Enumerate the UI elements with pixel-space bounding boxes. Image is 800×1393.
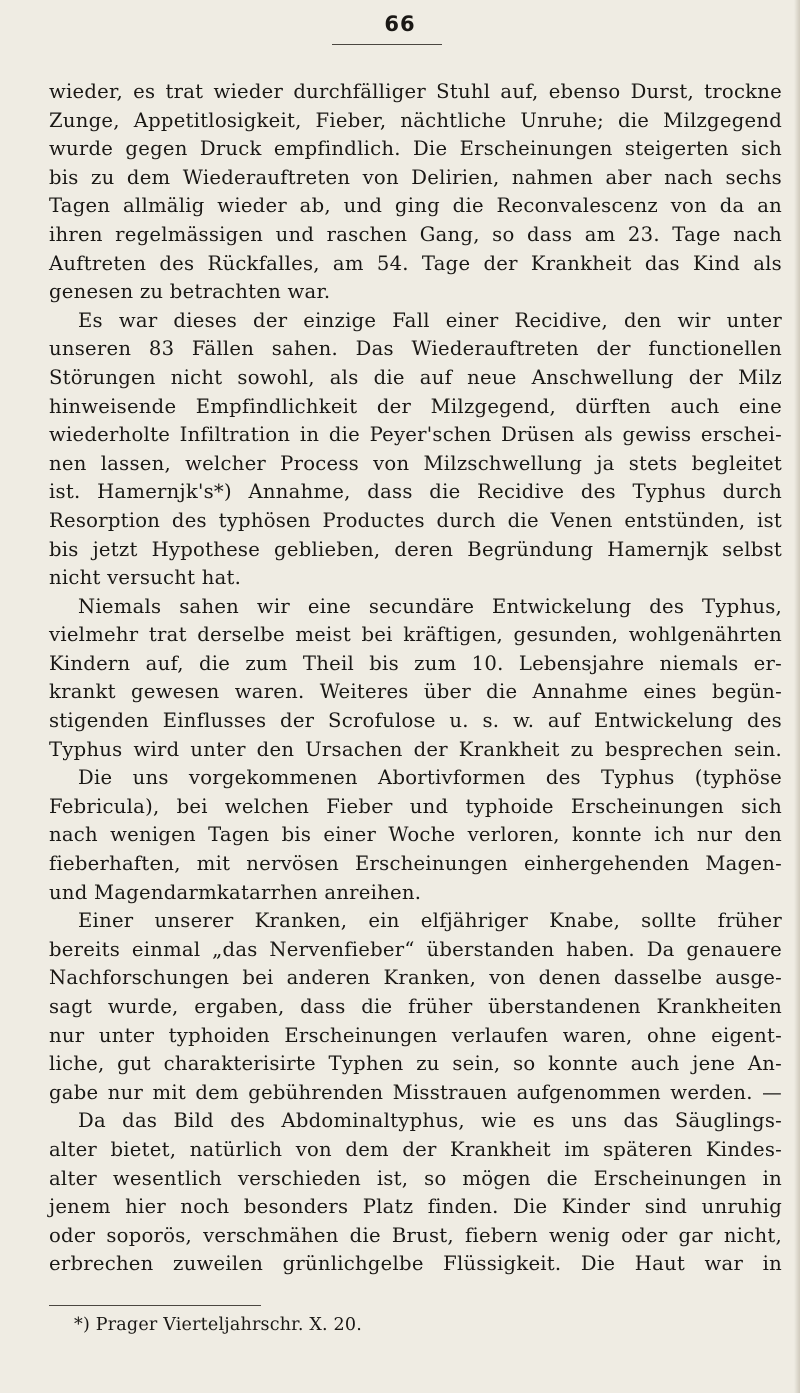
text-line: bis jetzt Hypothese geblieben, deren Begründung Hamernjk selbst <box>49 537 782 561</box>
text-line: nur unter typhoiden Erscheinungen verlaufen waren, ohne eigent- <box>49 1023 782 1047</box>
text-line: Niemals sahen wir eine secundäre Entwickelung des Typhus, <box>78 594 782 618</box>
text-line: Resorption des typhösen Productes durch die Venen entstünden, ist <box>49 508 782 532</box>
text-line: alter bietet, natürlich von dem der Krankheit im späteren Kindes- <box>49 1137 782 1161</box>
text-line: wiederholte Infiltration in die Peyer'schen Drüsen als gewiss erschei- <box>49 423 782 447</box>
text-line: Febricula), bei welchen Fieber und typhoide Erscheinungen sich <box>49 794 782 818</box>
text-line: bis zu dem Wiederauftreten von Delirien, nahmen aber nach sechs <box>49 165 782 189</box>
text-line: ist. Hamernjk's*) Annahme, dass die Recidive des Typhus durch <box>49 480 782 504</box>
text-line: nach wenigen Tagen bis einer Woche verloren, konnte ich nur den <box>49 823 782 847</box>
text-line: liche, gut charakterisirte Typhen zu sein, so konnte auch jene An- <box>49 1052 782 1076</box>
text-line: unseren 83 Fällen sahen. Das Wiederauftreten der functionellen <box>49 337 782 361</box>
text-line: oder soporös, verschmähen die Brust, fiebern wenig oder gar nicht, <box>49 1223 782 1247</box>
text-line: Einer unserer Kranken, ein elfjähriger Knabe, sollte früher <box>78 909 782 933</box>
text-line: stigenden Einflusses der Scrofulose u. s. w. auf Entwickelung des <box>49 709 782 733</box>
text-line: ihren regelmässigen und raschen Gang, so dass am 23. Tage nach <box>49 222 782 246</box>
text-line: Auftreten des Rückfalles, am 54. Tage der Krankheit das Kind als <box>49 251 782 275</box>
text-line: vielmehr trat derselbe meist bei kräftigen, gesunden, wohlgenährten <box>49 623 782 647</box>
text-line: und Magendarmkatarrhen anreihen. <box>49 880 422 904</box>
text-line: Es war dieses der einzige Fall einer Recidive, den wir unter <box>78 308 782 332</box>
text-line: Kindern auf, die zum Theil bis zum 10. Lebensjahre niemals er- <box>49 651 782 675</box>
text-line: hinweisende Empfindlichkeit der Milzgegend, dürften auch eine <box>49 394 782 418</box>
text-line: wurde gegen Druck empfindlich. Die Erscheinungen steigerten sich <box>49 137 782 161</box>
text-line: Störungen nicht sowohl, als die auf neue Anschwellung der Milz <box>49 365 782 389</box>
text-line: jenem hier noch besonders Platz finden. Die Kinder sind unruhig <box>49 1195 782 1219</box>
text-line: Die uns vorgekommenen Abortivformen des Typhus (typhöse <box>78 766 782 790</box>
text-line: gabe nur mit dem gebührenden Misstrauen aufgenommen werden. — <box>49 1080 782 1104</box>
text-line: erbrechen zuweilen grünlichgelbe Flüssigkeit. Die Haut war in <box>49 1252 782 1276</box>
text-line: Zunge, Appetitlosigkeit, Fieber, nächtliche Unruhe; die Milzgegend <box>49 108 782 132</box>
body-text <box>49 78 782 1279</box>
footnote: *) Prager Vierteljahrschr. X. 20. <box>74 1315 362 1335</box>
page-number-rule <box>332 44 442 45</box>
text-line: krankt gewesen waren. Weiteres über die Annahme eines begün- <box>49 680 782 704</box>
text-line: fieberhaften, mit nervösen Erscheinungen einhergehenden Magen- <box>49 852 782 876</box>
text-line: genesen zu betrachten war. <box>49 280 331 304</box>
text-line: sagt wurde, ergaben, dass die früher überstandenen Krankheiten <box>49 995 782 1018</box>
page-edge <box>794 0 800 1393</box>
text-line: nen lassen, welcher Process von Milzschwellung ja stets begleitet <box>49 451 782 475</box>
page-number: 66 <box>384 12 416 36</box>
text-line: Da das Bild des Abdominaltyphus, wie es uns das Säuglings- <box>78 1109 782 1133</box>
text-line: Typhus wird unter den Ursachen der Krankheit zu besprechen sein. <box>49 737 782 761</box>
text-line: Tagen allmälig wieder ab, und ging die Reconvalescenz von da an <box>49 194 782 218</box>
text-line: alter wesentlich verschieden ist, so mögen die Erscheinungen in <box>49 1166 782 1190</box>
text-line: bereits einmal „das Nervenfieber“ überstanden haben. Da genauere <box>49 937 782 961</box>
text-line: nicht versucht hat. <box>49 566 242 590</box>
footnote-rule <box>49 1305 261 1306</box>
text-line: Nachforschungen bei anderen Kranken, von denen dasselbe ausge- <box>49 966 782 990</box>
text-line: wieder, es trat wieder durchfälliger Stuhl auf, ebenso Durst, trockne <box>49 80 782 103</box>
